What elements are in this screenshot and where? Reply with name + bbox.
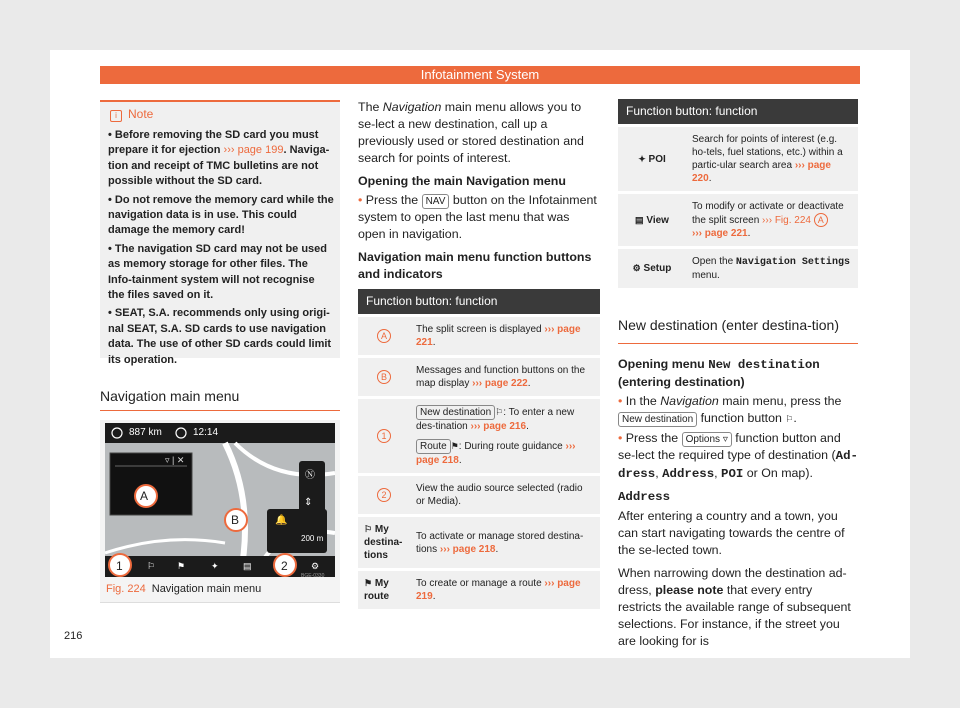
- table-header: Function button: function: [618, 99, 858, 126]
- table-header: Function button: function: [358, 289, 600, 316]
- section-title-nav-menu: Navigation main menu: [100, 388, 240, 404]
- opening-heading: Opening the main Navigation menu: [358, 174, 566, 188]
- callout-b: B: [231, 513, 240, 527]
- page-header: Infotainment System: [100, 66, 860, 84]
- time-readout: 12:14: [193, 427, 219, 438]
- destination-flag-icon: ⚐: [785, 414, 794, 424]
- section-rule: [618, 343, 858, 344]
- note-item: • SEAT, S.A. recommends only using origi-nal SEAT, S.A. SD cards to use navigation data. The use of other SD cards could limit its operation.: [108, 307, 332, 366]
- opening-new-destination: Opening menu New destination (entering destination): [618, 357, 820, 389]
- distance-readout: 887 km: [129, 427, 162, 438]
- bullet-2: • Press the Options ▿ function button and se-lect the required type of destination (Ad-dress, Address, POI or On map).: [618, 431, 858, 481]
- figure-link[interactable]: ››› Fig. 224: [762, 215, 811, 226]
- page-number: 216: [64, 630, 83, 642]
- function-table-left: [358, 289, 600, 609]
- right-column: [618, 99, 858, 650]
- note-item: • Before removing the SD card you must prepare it for ejection ››› page 199. Naviga-tion and receipt of TMC bulletins are not possible without the SD card.: [108, 129, 330, 188]
- address-paragraph-1: After entering a country and a town, you can start navigating towards the centre of the se-lected town.: [618, 509, 845, 557]
- buttons-heading: Navigation main menu function buttons and indicators: [358, 250, 592, 281]
- filter-close-icon[interactable]: ▿ | ✕: [165, 455, 185, 465]
- table-row: ✦ POI Search for points of interest (e.g. ho-tels, fuel stations, etc.) within a partic-ular search area ››› page 220.: [618, 126, 858, 193]
- zoom-icon[interactable]: ⇕: [304, 497, 313, 508]
- view-icon: ▤: [635, 214, 644, 225]
- page-link[interactable]: ››› page 222: [472, 378, 528, 389]
- table-row: 1 New destination ⚐: To enter a new des-tination ››› page 216. Route ⚑: During route guidance ››› page 218.: [358, 398, 600, 475]
- map-scale: 200 m: [301, 534, 324, 543]
- address-heading: Address: [618, 490, 671, 504]
- function-table-right: [618, 99, 858, 288]
- new-destination-key[interactable]: New destination: [618, 412, 697, 427]
- page-link[interactable]: ››› page 221: [692, 228, 748, 239]
- route-icon[interactable]: ⚑: [177, 561, 186, 571]
- note-body: [108, 128, 334, 371]
- mute-icon[interactable]: 🔔: [275, 515, 288, 526]
- options-key[interactable]: Options ▿: [682, 432, 732, 447]
- page-link[interactable]: ››› page 219: [416, 578, 581, 602]
- callout-1: 1: [116, 559, 123, 573]
- note-title: i Note: [110, 107, 153, 122]
- destination-flag-icon[interactable]: ⚐: [147, 561, 156, 571]
- table-row: ⚙ Setup Open the Navigation Settings menu.: [618, 248, 858, 289]
- address-paragraph-2: When narrowing down the destination ad-dress, please note that every entry restricts the available range of subsequent selections. For instance, if the street you are looking for is: [618, 566, 851, 648]
- section-rule: [100, 410, 340, 411]
- note-item: • The navigation SD card may not be used as memory storage for other files. The Info-tainment system will not recognise the files saved on it.: [108, 242, 328, 302]
- table-row: ⚑ My route To create or manage a route ››› page 219.: [358, 570, 600, 610]
- bullet-1: • In the Navigation main menu, press the New destination function button ⚐.: [618, 393, 858, 428]
- new-destination-heading: New destination (enter destina-tion): [618, 317, 840, 333]
- route-icon: ⚑: [364, 578, 373, 588]
- setup-gear-icon[interactable]: ⚙: [311, 561, 320, 571]
- table-row: A The split screen is displayed ››› page 221.: [358, 316, 600, 357]
- callout-2: 2: [281, 559, 288, 573]
- intro-paragraph: The Navigation main menu allows you to se-lect a new destination, call up a previously used or stored destination and search for points of interest.: [358, 100, 584, 165]
- press-nav-paragraph: • Press the NAV button on the Infotainment system to open the last menu that was open in navigation.: [358, 193, 597, 241]
- setup-gear-icon: ⚙: [632, 263, 641, 273]
- page-link[interactable]: ››› page 220: [692, 160, 831, 184]
- figure-navigation-screen: [100, 420, 340, 603]
- page-link[interactable]: ››› page 218: [439, 543, 496, 555]
- figure-caption: Fig. 224 Navigation main menu: [106, 583, 262, 595]
- note-box: [100, 100, 340, 366]
- note-item: • Do not remove the memory card while the navigation data is in use. This could damage the memory card!: [108, 193, 334, 237]
- compass-icon[interactable]: Ⓝ: [305, 470, 315, 481]
- table-row: ▤ View To modify or activate or deactivate the split screen ››› Fig. 224 A ››› page 221.: [618, 193, 858, 248]
- page-link[interactable]: ››› page 216: [470, 421, 527, 432]
- page-link[interactable]: ››› page 221: [416, 324, 581, 348]
- callout-a: A: [140, 489, 149, 503]
- table-row: ⚐ My destina-tions To activate or manage stored destina-tions ››› page 218.: [358, 516, 600, 570]
- page-link[interactable]: ››› page 199: [223, 144, 284, 157]
- middle-column: [358, 99, 600, 609]
- nav-screen: [105, 423, 335, 577]
- table-row: B Messages and function buttons on the map display ››› page 222.: [358, 357, 600, 398]
- info-icon: i: [110, 110, 122, 122]
- nav-key[interactable]: NAV: [422, 194, 450, 209]
- view-icon[interactable]: ▤: [243, 561, 252, 571]
- page-link[interactable]: ››› page 218: [416, 441, 576, 466]
- figure-code: BGE-0330: [301, 573, 325, 577]
- destination-icon: ⚐: [364, 524, 373, 534]
- poi-icon: ✦: [638, 153, 646, 164]
- poi-icon[interactable]: ✦: [211, 561, 219, 571]
- table-row: 2 View the audio source selected (radio or Media).: [358, 475, 600, 516]
